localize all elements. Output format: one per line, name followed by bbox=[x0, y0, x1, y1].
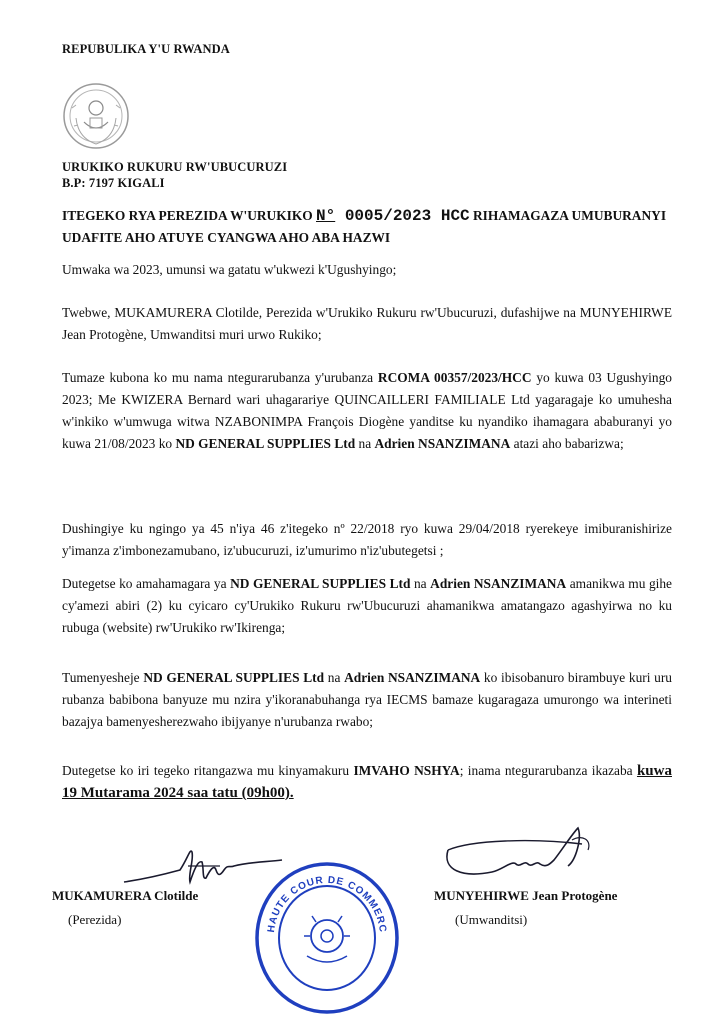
paragraph-parties: Twebwe, MUKAMURERA Clotilde, Perezida w'Urukiko Rukuru rw'Ubucuruzi, dufashijwe na MUNYEHIRWE Jean Protogène, Umwanditsi muri urwo Rukiko; bbox=[62, 305, 672, 342]
president-name: MUKAMURERA Clotilde bbox=[52, 888, 199, 903]
registrar-signature bbox=[432, 820, 602, 890]
paragraph-notification: Tumenyesheje ND GENERAL SUPPLIES Ltd na Adrien NSANZIMANA ko ibisobanuro birambuye kuri uru rubanza babibona banyuze mu nzira y'ikoranabuhanga rya IECMS bamaze kugaragaza umurongo wa interineti bazajya bamenyesherezwaho ibijyanye n'urubanza rwabo; bbox=[62, 670, 672, 729]
paragraph-publication: Dutegetse ko iri tegeko ritangazwa mu kinyamakuru IMVAHO NSHYA; inama ntegurarubanza ikazaba kuwa 19 Mutarama 2024 saa tatu (09h00). bbox=[62, 763, 672, 801]
rwanda-coat-of-arms bbox=[62, 78, 130, 154]
po-box: B.P: 7197 KIGALI bbox=[62, 176, 165, 190]
svg-text:HAUTE COUR DE COMMERCE: HAUTE COUR DE COMMERC bbox=[266, 874, 389, 934]
hearing-date: kuwa 19 Mutarama 2024 saa tatu (09h00). bbox=[62, 763, 672, 801]
paragraph-case-background: Tumaze kubona ko mu nama ntegurarubanza y'urubanza RCOMA 00357/2023/HCC yo kuwa 03 Ugushyingo 2023; Me KWIZERA Bernard wari uhagarariye QUINCAILLERI FAMILIALE Ltd yagaragaje ko umuhesha w'inkiko w'umwuga witwa NZABONIMPA François Diogène yanditse ku nyandiko ihamagara ababuranyi yo kuwa 21/08/2023 ko ND GENERAL SUPPLIES Ltd na Adrien NSANZIMANA atazi aho babarizwa; bbox=[62, 370, 672, 451]
court-name: URUKIKO RUKURU RW'UBUCURUZI bbox=[62, 160, 288, 174]
president-role: (Perezida) bbox=[68, 912, 122, 927]
case-number: RCOMA 00357/2023/HCC bbox=[377, 370, 532, 385]
newspaper-name: IMVAHO NSHYA bbox=[353, 763, 460, 778]
paragraph-date: Umwaka wa 2023, umunsi wa gatatu w'ukwezi k'Ugushyingo; bbox=[62, 262, 397, 277]
document-title: ITEGEKO RYA PEREZIDA W'URUKIKO N° 0005/2023 HCC RIHAMAGAZA UMUBURANYI UDAFITE AHO ATUYE CYANGWA AHO ABA HAZWI bbox=[62, 207, 667, 245]
order-number: N° 0005/2023 HCC bbox=[316, 207, 470, 225]
registrar-name: MUNYEHIRWE Jean Protogène bbox=[434, 888, 618, 903]
country-heading: REPUBULIKA Y'U RWANDA bbox=[62, 42, 230, 56]
paragraph-legal-basis: Dushingiye ku ngingo ya 45 n'iya 46 z'itegeko nº 22/2018 ryo kuwa 29/04/2018 ryerekeye imiburanishirize y'imanza z'imbonezamubano, iz'ubucuruzi, iz'umurimo n'iz'ubutegetsi ; bbox=[62, 521, 672, 558]
registrar-role: (Umwanditsi) bbox=[455, 912, 528, 927]
court-stamp bbox=[252, 856, 402, 1016]
paragraph-order-posting: Dutegetse ko amahamagara ya ND GENERAL SUPPLIES Ltd na Adrien NSANZIMANA amanikwa mu gihe cy'amezi abiri (2) ku cyicaro cy'Urukiko Rukuru rw'Ubucuruzi ahamanikwa amatangazo agashyirwa no ku rubuga (website) rw'Urukiko rw'Ikirenga; bbox=[62, 576, 672, 635]
